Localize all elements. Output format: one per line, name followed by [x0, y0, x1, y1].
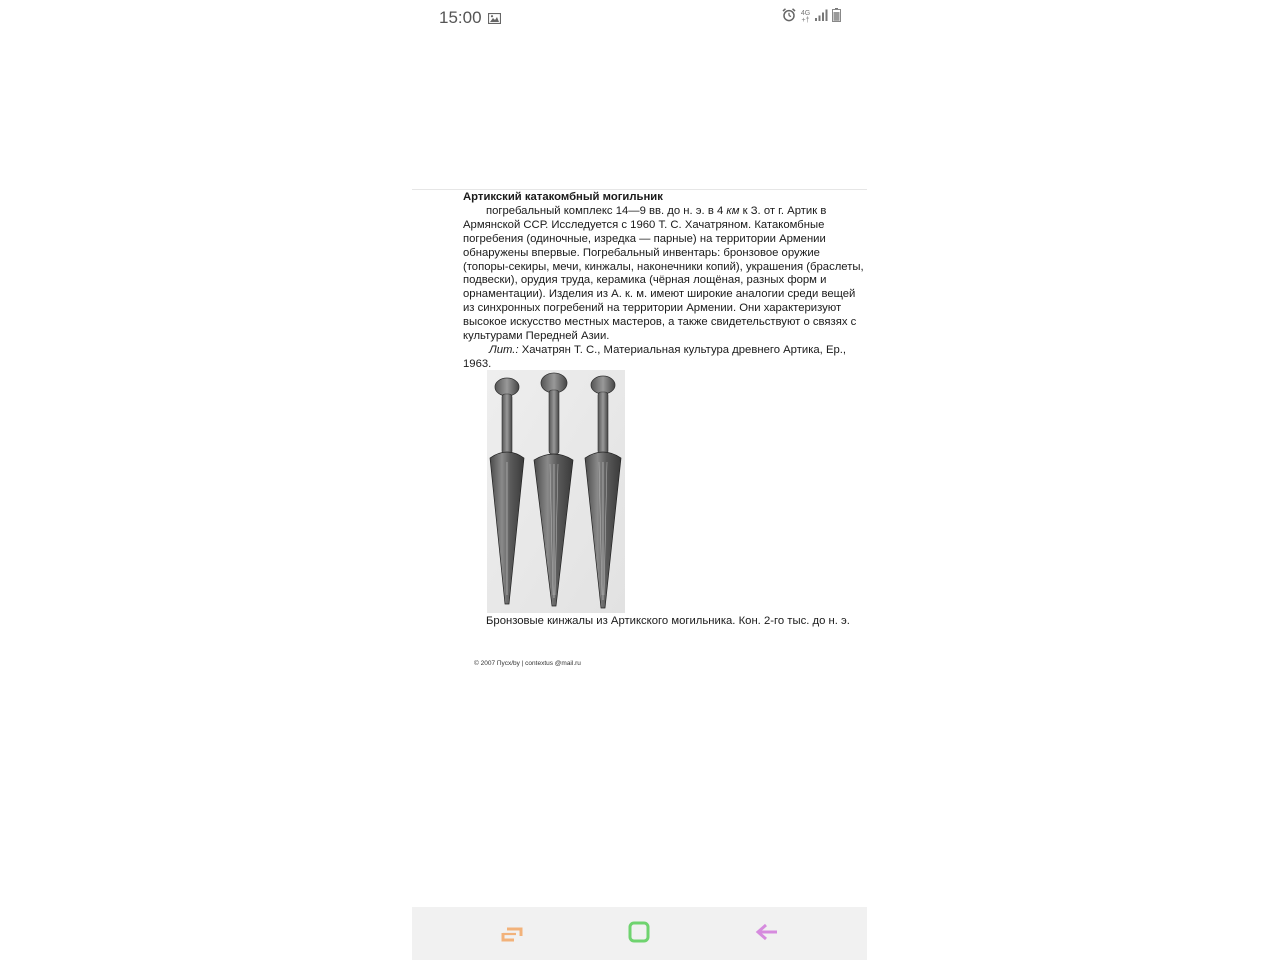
- status-bar: [412, 0, 867, 36]
- network-activity-label: +†: [801, 17, 810, 24]
- status-icons: [782, 9, 841, 25]
- article-body-part-2: к З. от г. Артик в Армянской ССР. Исследуется с 1960 Т. С. Хачатряном. Катакомбные погребения (одиночные, изредка — парные) на территории Армении обнаружены впервые. Погребальный инвентарь: бронзовое оружие (топоры-секиры, мечи, кинжалы, наконечники копий), украшения (браслеты, подвески), орудия труда, керамика (чёрная лощёная, разных форм и орнаментации). Изделия из А. к. м. имеют широкие аналогии среди вещей из синхронных погребений на территории Армении. Они характеризуют высокое искусство местных мастеров, а также свидетельствуют о связях с культурами Передней Азии.: [463, 204, 864, 343]
- navigation-bar: [412, 907, 867, 960]
- article-body-unit: км: [726, 204, 740, 217]
- page-divider: [412, 189, 867, 190]
- bronze-daggers-image: [487, 370, 625, 613]
- article-body-part-1: погребальный комплекс 14—9 вв. до н. э. в 4: [486, 204, 727, 217]
- article: [463, 191, 865, 372]
- literature-label: Лит.:: [489, 343, 519, 356]
- home-button[interactable]: [626, 921, 652, 947]
- footer-copyright: © 2007 Пусх/by | contextus @mail.ru: [474, 660, 581, 667]
- alarm-icon: [782, 8, 796, 27]
- home-icon: [628, 921, 650, 948]
- recent-apps-icon: [500, 921, 524, 948]
- literature-reference: [463, 344, 865, 372]
- back-button[interactable]: [754, 921, 780, 947]
- network-type-label: 4G: [800, 10, 811, 17]
- gallery-notification-icon: [488, 11, 501, 22]
- back-icon: [755, 922, 779, 947]
- recent-apps-button[interactable]: [499, 921, 525, 947]
- battery-icon: [832, 8, 841, 27]
- article-body: [463, 205, 865, 344]
- literature-text: Хачатрян Т. С., Материальная культура древнего Артика, Ер., 1963.: [463, 343, 847, 370]
- figure-caption: Бронзовые кинжалы из Артикского могильника. Кон. 2-го тыс. до н. э.: [486, 615, 850, 627]
- signal-icon: [815, 8, 828, 26]
- network-type-indicator: [800, 10, 811, 24]
- article-title: Артикский катакомбный могильник: [463, 191, 663, 203]
- status-time: 15:00: [439, 8, 482, 27]
- phone-screen: [412, 0, 867, 960]
